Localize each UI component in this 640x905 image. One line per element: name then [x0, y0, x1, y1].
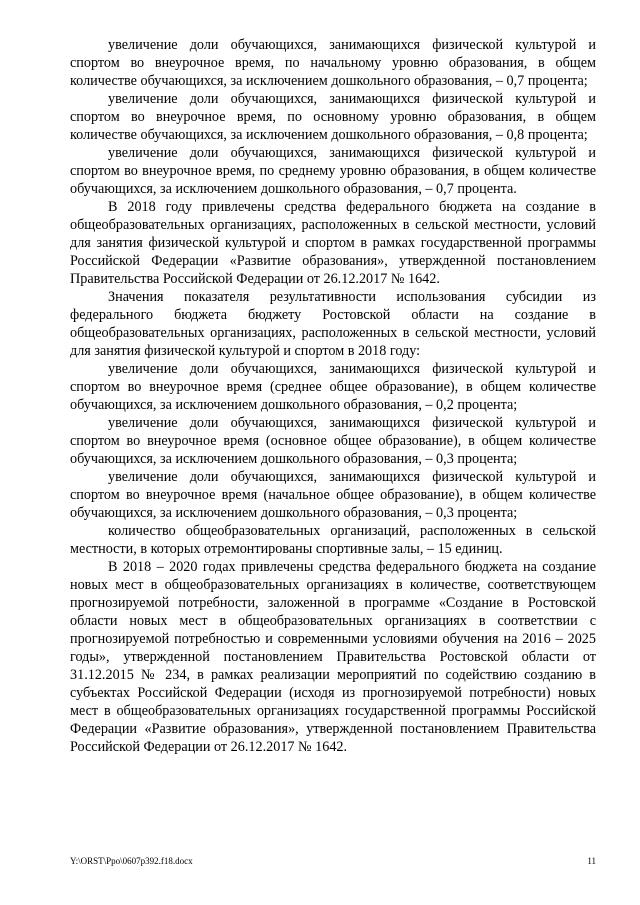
paragraph-9: количество общеобразовательных организаций, расположенных в сельской местности, в которых отремонтированы спортивные залы, – 15 единиц. [70, 523, 596, 557]
document-body [70, 36, 596, 756]
paragraph-8: увеличение доли обучающихся, занимающихся физической культурой и спортом во внеурочное время (начальное общее образование), в общем количестве обучающихся, за исключением дошкольного образования, – 0,3 процента; [70, 469, 596, 521]
paragraph-4: В 2018 году привлечены средства федерального бюджета на создание в общеобразовательных организациях, расположенных в сельской местности, условий для занятия физической культурой и спортом в рамках государственной программы Российской Федерации «Развитие образования», утвержденной постановлением Правительства Российской Федерации от 26.12.2017 № 1642. [70, 199, 596, 287]
footer-page-number: 11 [587, 856, 596, 866]
paragraph-5: Значения показателя результативности использования субсидии из федерального бюджета бюджету Ростовской области на создание в общеобразовательных организациях, расположенных в сельской местности, условий для занятия физической культурой и спортом в 2018 году: [70, 289, 596, 359]
footer-file-path: Y:\ORST\Ppo\0607p392.f18.docx [70, 856, 193, 866]
paragraph-3: увеличение доли обучающихся, занимающихся физической культурой и спортом во внеурочное время, по среднему уровню образования, в общем количестве обучающихся, за исключением дошкольного образования, – 0,7 процента. [70, 145, 596, 197]
paragraph-1: увеличение доли обучающихся, занимающихся физической культурой и спортом во внеурочное время, по начальному уровню образования, в общем количестве обучающихся, за исключением дошкольного образования, – 0,7 процента; [70, 37, 596, 89]
paragraph-6: увеличение доли обучающихся, занимающихся физической культурой и спортом во внеурочное время (среднее общее образование), в общем количестве обучающихся, за исключением дошкольного образования, – 0,2 процента; [70, 361, 596, 413]
paragraph-2: увеличение доли обучающихся, занимающихся физической культурой и спортом во внеурочное время, по основному уровню образования, в общем количестве обучающихся, за исключением дошкольного образования, – 0,8 процента; [70, 91, 596, 143]
paragraph-7: увеличение доли обучающихся, занимающихся физической культурой и спортом во внеурочное время (основное общее образование), в общем количестве обучающихся, за исключением дошкольного образования, – 0,3 процента; [70, 415, 596, 467]
page-footer [70, 856, 596, 866]
paragraph-10: В 2018 – 2020 годах привлечены средства федерального бюджета на создание новых мест в общеобразовательных организациях в количестве, соответствующем прогнозируемой потребности, заложенной в программе «Создание в Ростовской области новых мест в общеобразовательных организациях в соответствии с прогнозируемой потребностью и современными условиями обучения на 2016 – 2025 годы», утвержденной постановлением Правительства Ростовской области от 31.12.2015 № 234, в рамках реализации мероприятий по содействию созданию в субъектах Российской Федерации (исходя из прогнозируемой потребности) новых мест в общеобразовательных организациях государственной программы Российской Федерации «Развитие образования», утвержденной постановлением Правительства Российской Федерации от 26.12.2017 № 1642. [70, 559, 596, 755]
